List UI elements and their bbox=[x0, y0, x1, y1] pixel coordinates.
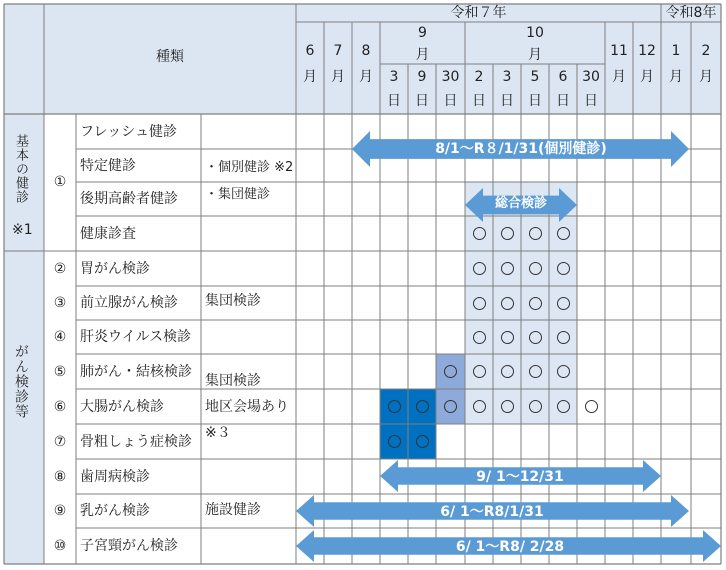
group-basic-label: 基本の健診 bbox=[13, 134, 28, 204]
row-7-number: ⑤ bbox=[53, 363, 67, 380]
method-facility: 施設健診 bbox=[205, 502, 261, 518]
days_oct-day-1-number: 3 bbox=[502, 69, 512, 85]
row-0-name: フレッシュ健診 bbox=[80, 123, 178, 140]
schedule-mark bbox=[473, 365, 486, 378]
month-0-number: 6 bbox=[305, 43, 315, 59]
schedule-mark bbox=[501, 331, 514, 344]
schedule-mark bbox=[416, 400, 429, 413]
schedule-mark bbox=[557, 227, 570, 240]
days_sep-day-0-number: 3 bbox=[389, 69, 399, 85]
month-4-unit: 月 bbox=[528, 47, 542, 63]
row-2-name: 後期高齢者健診 bbox=[80, 191, 178, 207]
schedule-mark bbox=[501, 400, 514, 413]
row-12-name: 子宮頸がん検診 bbox=[80, 538, 178, 554]
row-1-name: 特定健診 bbox=[80, 157, 136, 174]
row-10-name: 歯周病検診 bbox=[80, 468, 150, 485]
schedule-mark bbox=[557, 297, 570, 310]
month-8-unit: 月 bbox=[699, 69, 713, 85]
month-5-number: 11 bbox=[610, 43, 628, 59]
month-3-unit: 月 bbox=[415, 47, 430, 63]
basic-number: ① bbox=[53, 174, 67, 190]
schedule-mark bbox=[473, 331, 486, 344]
schedule-mark bbox=[473, 262, 486, 275]
month-6-number: 12 bbox=[638, 43, 656, 59]
row-3-name: 健康診査 bbox=[80, 225, 136, 242]
days_oct-day-1-unit: 日 bbox=[500, 93, 514, 109]
arrow-cervical-label: 6/ 1～R8/ 2/28 bbox=[455, 539, 565, 555]
arrow-periodontal-label: 9/ 1～12/31 bbox=[476, 469, 564, 485]
schedule-mark bbox=[557, 331, 570, 344]
days_oct-day-4-number: 30 bbox=[582, 69, 600, 85]
days_sep-day-2-number: 30 bbox=[441, 69, 460, 85]
month-1-unit: 月 bbox=[331, 69, 345, 85]
schedule-mark bbox=[557, 400, 570, 413]
row-9-name: 骨粗しょう症検診 bbox=[80, 433, 192, 450]
schedule-mark bbox=[501, 297, 514, 310]
schedule-mark bbox=[501, 365, 514, 378]
method-individual: ・個別健診 ※2 bbox=[205, 160, 294, 175]
arrow-breast-label: 6/ 1～R8/1/31 bbox=[440, 504, 544, 520]
arrow-basic-label: 8/1～R８/1/31(個別健診) bbox=[435, 141, 607, 157]
schedule-mark bbox=[557, 365, 570, 378]
schedule-mark bbox=[529, 365, 542, 378]
month-6-unit: 月 bbox=[640, 69, 654, 85]
era-r7-header: 令和７年 bbox=[450, 5, 507, 21]
method-district: 地区会場あり bbox=[205, 399, 289, 415]
row-4-number: ② bbox=[53, 260, 67, 277]
schedule-mark bbox=[529, 262, 542, 275]
group-cancer-label: がん検診等 bbox=[13, 344, 29, 419]
method-note3: ※３ bbox=[205, 425, 231, 441]
days_oct-day-0-unit: 日 bbox=[472, 93, 486, 109]
schedule-mark bbox=[473, 400, 486, 413]
month-2-number: 8 bbox=[361, 43, 371, 59]
month-7-unit: 月 bbox=[669, 69, 683, 85]
schedule-mark bbox=[529, 297, 542, 310]
month-4-number: 10 bbox=[526, 25, 544, 41]
schedule-mark bbox=[473, 227, 486, 240]
days_oct-day-4-unit: 日 bbox=[584, 93, 598, 109]
schedule-mark bbox=[501, 227, 514, 240]
schedule-mark bbox=[585, 400, 598, 413]
schedule-mark bbox=[501, 262, 514, 275]
days_sep-day-2-unit: 日 bbox=[443, 93, 458, 109]
schedule-mark bbox=[529, 331, 542, 344]
row-8-name: 大腸がん検診 bbox=[80, 398, 164, 415]
row-12-number: ⑩ bbox=[53, 538, 67, 554]
row-6-number: ④ bbox=[53, 329, 67, 345]
row-5-name: 前立腺がん検診 bbox=[80, 295, 178, 311]
days_oct-day-3-unit: 日 bbox=[556, 93, 570, 109]
days_oct-day-3-number: 6 bbox=[558, 69, 568, 85]
row-4-name: 胃がん検診 bbox=[80, 260, 150, 277]
row-8-number: ⑥ bbox=[53, 398, 67, 415]
schedule-mark bbox=[529, 227, 542, 240]
schedule-mark bbox=[388, 400, 401, 413]
schedule-mark bbox=[444, 365, 457, 378]
method-group: ・集団健診 bbox=[205, 187, 271, 202]
month-0-unit: 月 bbox=[303, 69, 317, 85]
month-8-number: 2 bbox=[701, 43, 711, 59]
month-1-number: 7 bbox=[333, 43, 343, 59]
month-2-unit: 月 bbox=[359, 69, 373, 85]
month-3-number: 9 bbox=[418, 25, 427, 41]
schedule-mark bbox=[557, 262, 570, 275]
row-9-number: ⑦ bbox=[53, 433, 67, 450]
days_sep-day-0-unit: 日 bbox=[387, 93, 401, 109]
schedule-mark bbox=[473, 297, 486, 310]
row-11-name: 乳がん検診 bbox=[80, 503, 150, 519]
method-group-exam: 集団検診 bbox=[205, 293, 261, 309]
schedule-mark bbox=[529, 400, 542, 413]
type-header: 種類 bbox=[156, 49, 184, 65]
days_sep-day-1-number: 9 bbox=[417, 69, 427, 85]
row-11-number: ⑨ bbox=[53, 503, 67, 519]
month-7-number: 1 bbox=[671, 43, 681, 59]
row-7-name: 肺がん・結核検診 bbox=[80, 363, 192, 380]
method-group-exam-2: 集団検診 bbox=[205, 373, 261, 389]
schedule-mark bbox=[388, 435, 401, 448]
month-5-unit: 月 bbox=[612, 69, 626, 85]
group-basic-note: ※1 bbox=[12, 222, 33, 238]
arrow-comprehensive-label: 総合検診 bbox=[494, 196, 547, 211]
days_oct-day-2-number: 5 bbox=[530, 69, 540, 85]
row-10-number: ⑧ bbox=[53, 468, 67, 485]
row-5-number: ③ bbox=[53, 295, 67, 311]
row-6-name: 肝炎ウイルス検診 bbox=[80, 329, 192, 345]
era-r8-header: 令和8年 bbox=[665, 5, 717, 21]
days_oct-day-2-unit: 日 bbox=[528, 93, 542, 109]
days_sep-day-1-unit: 日 bbox=[415, 93, 429, 109]
days_oct-day-0-number: 2 bbox=[474, 69, 484, 85]
schedule-mark bbox=[444, 400, 457, 413]
schedule-mark bbox=[416, 435, 429, 448]
